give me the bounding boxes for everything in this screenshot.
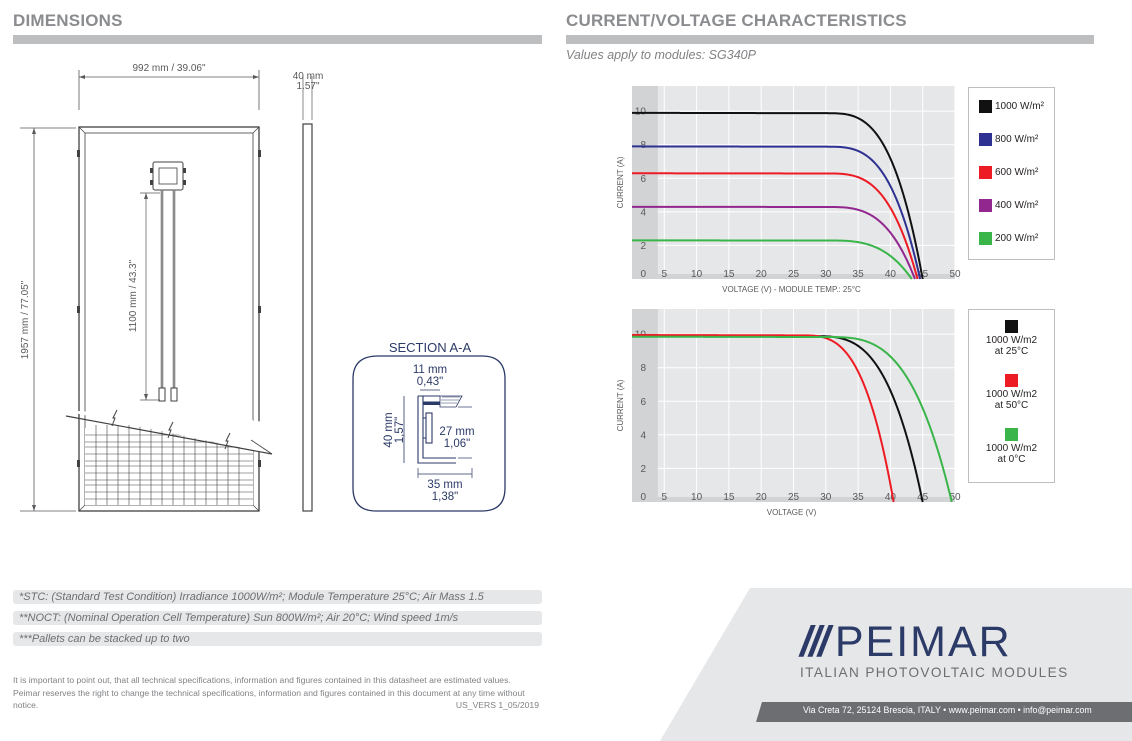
x-tick-label: 25 xyxy=(787,492,800,503)
legend-swatch xyxy=(1005,428,1018,441)
width-label: 992 mm / 39.06" xyxy=(132,63,206,74)
legend-entry xyxy=(979,165,1038,179)
section-bottom-in: 1,38" xyxy=(431,491,459,503)
x-tick-label: 50 xyxy=(949,269,961,280)
y-tick-label: 8 xyxy=(640,140,646,152)
dimensions-title: DIMENSIONS xyxy=(13,11,123,30)
legend-label-line1: 1000 W/m2 xyxy=(985,335,1038,346)
x-tick-label: 40 xyxy=(884,269,896,280)
legend-swatch xyxy=(979,133,992,146)
disclaimer-line1: It is important to point out, that all technical specifications, information and figures contained in this datasheet are estimated values. xyxy=(13,675,511,685)
y-tick-label: 10 xyxy=(634,106,646,118)
iv-chart-irradiance xyxy=(610,80,961,300)
x-tick-label: 35 xyxy=(852,269,864,280)
x-axis-label: VOLTAGE (V) - MODULE TEMP.: 25°C xyxy=(722,285,861,294)
y-axis-label: CURRENT (A) xyxy=(616,156,625,209)
legend-label-line1: 1000 W/m2 xyxy=(985,443,1038,454)
x-tick-label: 20 xyxy=(755,492,767,503)
x-tick-label: 35 xyxy=(852,492,864,503)
x-tick-label: 15 xyxy=(723,492,735,503)
note-noct: **NOCT: (Nominal Operation Cell Temperature) Sun 800W/m²; Air 20°C; Wind speed 1m/s xyxy=(13,611,542,625)
legend-label-line2: at 50°C xyxy=(994,400,1029,411)
section-left-in: 1,57" xyxy=(394,416,406,444)
x-tick-label: 5 xyxy=(661,492,668,503)
legend-label-line2: at 25°C xyxy=(994,346,1029,357)
y-axis-label: CURRENT (A) xyxy=(616,379,625,432)
characteristics-subtitle: Values apply to modules: SG340P xyxy=(566,48,756,62)
section-bottom-mm: 35 mm xyxy=(427,479,463,491)
legend-swatch xyxy=(979,100,992,113)
legend-entry xyxy=(969,428,1054,465)
y-tick-label: 10 xyxy=(634,329,646,341)
version-label: US_VERS 1_05/2019 xyxy=(455,700,539,710)
legend-entry xyxy=(969,320,1054,357)
legend-entry xyxy=(979,231,1038,245)
x-axis-label: VOLTAGE (V) xyxy=(766,508,817,517)
x-tick-label: 25 xyxy=(787,269,800,280)
height-label: 1957 mm / 77.05" xyxy=(20,280,31,360)
x-tick-label: 5 xyxy=(661,269,668,280)
section-title: SECTION A-A xyxy=(388,340,472,355)
legend-entry xyxy=(969,374,1054,411)
note-pallets: ***Pallets can be stacked up to two xyxy=(13,632,542,646)
disclaimer-line2: Peimar reserves the right to change the technical specifications, information and figures contained in this document at any time without xyxy=(13,687,525,698)
x-tick-label: 15 xyxy=(723,269,735,280)
y-tick-label: 6 xyxy=(640,173,646,185)
x-tick-label: 50 xyxy=(949,492,961,503)
y-tick-label-zero: 0 xyxy=(640,492,646,503)
characteristics-title-bar xyxy=(566,35,1094,44)
iv-chart-temperature xyxy=(610,303,961,528)
section-top-in: 0,43" xyxy=(416,376,444,388)
x-tick-label: 10 xyxy=(691,492,703,503)
legend-swatch xyxy=(1005,374,1018,387)
peimar-logo xyxy=(800,619,1012,665)
section-mid-mm: 27 mm xyxy=(439,426,475,438)
legend-irradiance xyxy=(968,87,1055,260)
depth-label-in: 1.57" xyxy=(296,81,320,92)
logo-slashes: /// xyxy=(800,618,827,666)
x-tick-label: 45 xyxy=(917,269,929,280)
legend-label: 800 W/m² xyxy=(995,133,1039,145)
section-top-mm: 11 mm xyxy=(412,364,448,376)
note-stc: *STC: (Standard Test Condition) Irradiance 1000W/m²; Module Temperature 25°C; Air Mass 1.5 xyxy=(13,590,542,604)
dimensions-drawing xyxy=(0,50,545,525)
legend-entry xyxy=(979,198,1038,212)
y-tick-label: 4 xyxy=(640,430,646,442)
legend-swatch xyxy=(979,166,992,179)
brand-tagline: ITALIAN PHOTOVOLTAIC MODULES xyxy=(800,665,1069,680)
dimensions-title-bar xyxy=(13,35,542,44)
legend-label-line2: at 0°C xyxy=(997,454,1026,465)
legend-label-line1: 1000 W/m2 xyxy=(985,389,1038,400)
legend-label: 200 W/m² xyxy=(995,232,1039,244)
legend-label: 1000 W/m² xyxy=(995,100,1044,112)
disclaimer-line3: notice. xyxy=(13,700,39,710)
y-tick-label: 4 xyxy=(640,207,646,219)
y-tick-label-zero: 0 xyxy=(640,269,646,280)
y-tick-label: 8 xyxy=(640,363,646,375)
section-mid-in: 1,06" xyxy=(443,438,471,450)
x-tick-label: 30 xyxy=(820,492,832,503)
legend-swatch xyxy=(979,199,992,212)
section-left-mm: 40 mm xyxy=(383,412,395,448)
x-tick-label: 30 xyxy=(820,269,832,280)
legend-label: 400 W/m² xyxy=(995,199,1039,211)
legend-swatch xyxy=(1005,320,1018,333)
depth-label-mm: 40 mm xyxy=(292,71,324,82)
legend-temperature xyxy=(968,309,1055,483)
y-tick-label: 6 xyxy=(640,396,646,408)
x-tick-label: 10 xyxy=(691,269,703,280)
legend-swatch xyxy=(979,232,992,245)
cable-label: 1100 mm / 43.3" xyxy=(128,259,139,333)
characteristics-title: CURRENT/VOLTAGE CHARACTERISTICS xyxy=(566,11,907,30)
logo-name: PEIMAR xyxy=(834,618,1012,666)
brand-address: Via Creta 72, 25124 Brescia, ITALY • www.peimar.com • info@peimar.com xyxy=(803,705,1092,715)
legend-entry xyxy=(979,99,1044,113)
legend-label: 600 W/m² xyxy=(995,166,1039,178)
x-tick-label: 40 xyxy=(884,492,896,503)
y-tick-label: 2 xyxy=(640,463,646,475)
y-tick-label: 2 xyxy=(640,240,646,252)
legend-entry xyxy=(979,132,1038,146)
x-tick-label: 45 xyxy=(917,492,929,503)
x-tick-label: 20 xyxy=(755,269,767,280)
disclaimer xyxy=(13,674,553,712)
